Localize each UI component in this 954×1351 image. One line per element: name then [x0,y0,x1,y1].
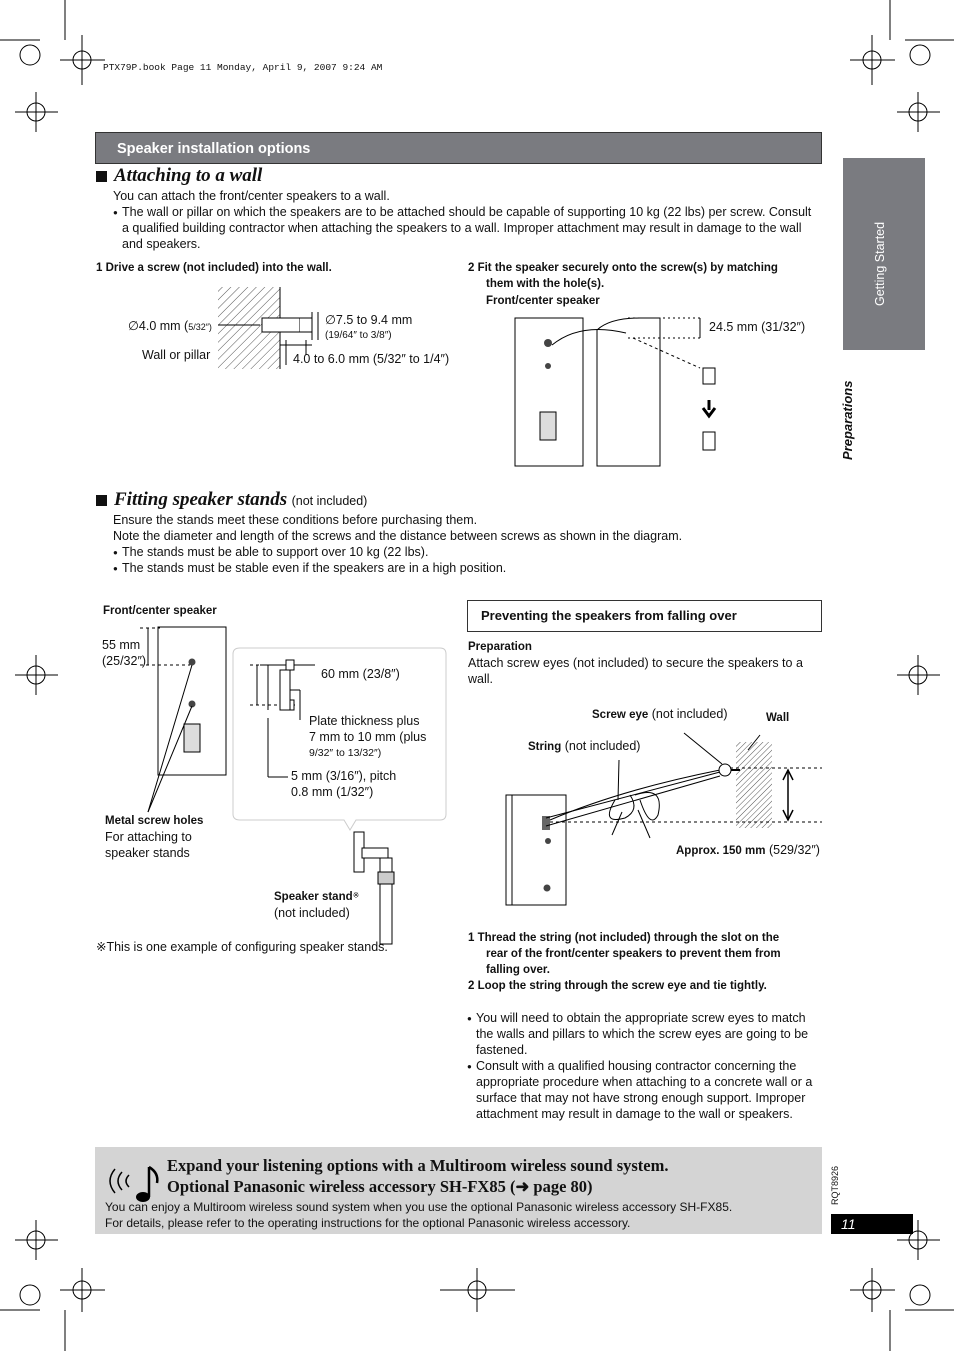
wall-step2: 2 Fit the speaker securely onto the screw(s) by matching them with the hole(s). [468,262,778,290]
wall-step1: 1 Drive a screw (not included) into the wall. [96,262,332,274]
page-number: 11 [831,1214,913,1234]
wall-bullet: ● The wall or pillar on which the speakers are to be attached should be capable of supporting 10 kg (22 lbs) per screw. Consult a qualified building contractor when attaching the speakers to a wall. Improper attachment may result in damage to the wall and speakers. [122,204,822,252]
wireless-banner [95,1147,822,1234]
doc-code: RQT8926 [830,1165,840,1205]
wall-front-center-label: Front/center speaker [486,295,600,307]
stands-footnote: ※This is one example of configuring speaker stands. [96,940,388,954]
wall-heading: Attaching to a wall [96,165,262,187]
approx-label: Approx. 150 mm (529/32″) [676,843,820,857]
screw-eye-label: Screw eye (not included) [592,707,728,721]
preventing-steps: 1 Thread the string (not included) through the slot on the rear of the front/center speakers to prevent them from falling over. 2 Loop the string through the screw eye and tie tightly. [468,932,781,992]
dim-head-diameter: ∅7.5 to 9.4 mm (19/64″ to 3/8″) [325,313,413,341]
speaker-stand-label: Speaker stand※ (not included) [274,891,360,920]
wall-label: Wall [766,712,790,724]
banner-heading: Expand your listening options with a Multiroom wireless sound system. Optional Panasonic wireless accessory SH-FX85 (➜ page 80) [167,1156,669,1196]
metal-screw-holes: Metal screw holes For attaching to speaker stands [105,815,204,860]
stands-front-center-label: Front/center speaker [103,605,217,617]
dim-hole-spacing: 24.5 mm (31/32″) [709,320,806,334]
stands-text: Ensure the stands meet these conditions before purchasing them. Note the diameter and length of the screws and the distance between screws as shown in the diagram. ● The stands must be able to support over 10 kg (22 lbs). ● The stands must be stable even if the speakers are in a high position. [113,512,682,576]
stands-heading: Fitting speaker stands (not included) [96,489,367,511]
dim-gap: 4.0 to 6.0 mm (5/32″ to 1/4″) [293,352,450,366]
dim-5mm: 5 mm (3/16″), pitch 0.8 mm (1/32″) [291,769,397,799]
wall-intro: You can attach the front/center speakers to a wall. [113,189,390,203]
side-preparations: Preparations [840,380,855,460]
dim-plate: Plate thickness plus 7 mm to 10 mm (plus 9/32″ to 13/32″) [309,714,427,759]
dim-55: 55 mm (25/32″) [102,638,147,668]
string-label: String (not included) [528,739,641,753]
preventing-title: Preventing the speakers from falling over [481,608,737,623]
wall-pillar-label: Wall or pillar [142,348,211,362]
file-info: PTX79P.book Page 11 Monday, April 9, 2007 9:24 AM [103,62,383,73]
dim-60: 60 mm (23/8″) [321,667,400,681]
section-title: Speaker installation options [117,141,311,157]
dim-hole-diameter: ∅4.0 mm (5/32″) [128,319,212,333]
side-tab-label: Getting Started [873,221,887,306]
banner-text: You can enjoy a Multiroom wireless sound system when you use the optional Panasonic wireless accessory SH-FX85. For details, please refer to the operating instructions for the optional Panasonic wireless accessory. [105,1200,733,1230]
preparation: Preparation Attach screw eyes (not included) to secure the speakers to a wall. [468,641,803,686]
preventing-notes: ● You will need to obtain the appropriate screw eyes to match the walls and pillars to which the screw eyes are going to be fastened. ● Consult with a qualified housing contractor concerning the appropriate procedure when attaching to a concrete wall or a surface that may not have strong enough support. Improper attachment may result in damage to the wall or speakers. [476,1010,812,1122]
